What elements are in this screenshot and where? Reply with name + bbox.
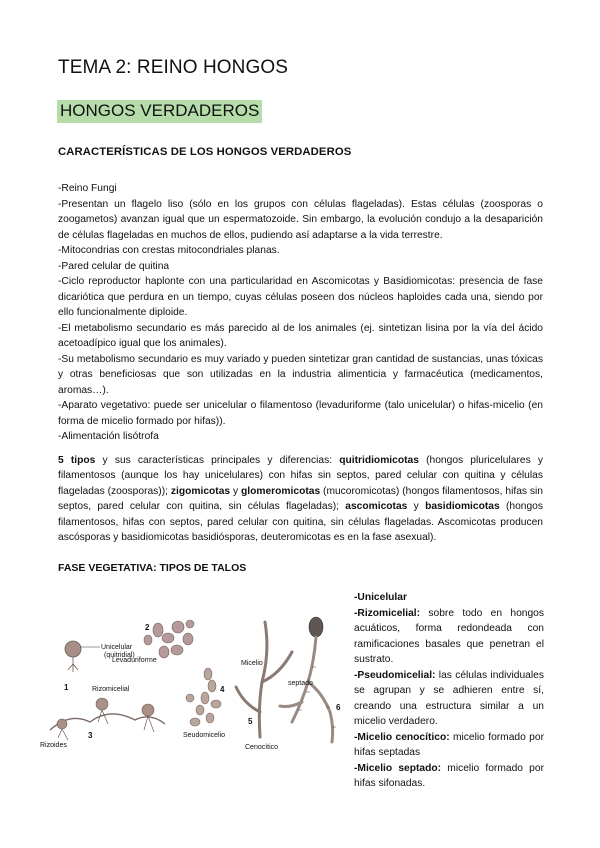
figure-number-5: 5 — [248, 717, 253, 726]
label-rizoides: Rizoides — [40, 742, 67, 749]
label-septado: septado — [288, 680, 313, 687]
group-glomeromicotas: glomeromicotas — [240, 485, 321, 497]
characteristic-line: -Pared celular de quitina — [58, 260, 170, 272]
characteristic-line: -Aparato vegetativo: puede ser unicelular o filamentoso (levaduriforme (talo unicelular) o hifas-micelio (en forma de micelio formado por hifas)). — [58, 400, 543, 427]
group-quitridiomicotas: quitridiomicotas — [339, 454, 419, 466]
characteristic-line: -Presentan un flagelo liso (sólo en los grupos con células flageladas). Estas células (zoosporas o zoogametos) avanzan igual que un espermatozoide. Sin embargo, la evolución condujo a la desaparición de células flageladas en muchos de ellos, pudiendo así adaptarse a la vida terrestre. — [58, 198, 543, 241]
thallus-type-item: -Micelio septado: micelio formado por hifas sifonadas. — [354, 762, 545, 789]
characteristic-line: -Mitocondrias con crestas mitocondriales planas. — [58, 245, 280, 256]
label-levaduriforme: Levaduriforme — [112, 657, 157, 664]
thallus-type-item: -Micelio cenocítico: micelio formado por hifas septadas — [354, 731, 544, 758]
characteristic-line: -Reino Fungi — [58, 183, 117, 194]
types-count: 5 tipos — [58, 454, 96, 466]
group-zigomicotas: zigomicotas — [170, 485, 231, 497]
thallus-types-list — [354, 590, 544, 792]
label-seudomicelio: Seudomicelio — [183, 732, 226, 739]
label-cenocitico: Cenocítico — [245, 744, 279, 751]
coenocytic-mycelium-drawing — [236, 622, 292, 737]
rhizomycelial-thallus-drawing — [50, 698, 165, 740]
characteristic-line: -El metabolismo secundario es más parecido al de los animales (ej. sintetizan lisina por la vía del ácido acetoadípico igual que los animales). — [58, 322, 543, 349]
figure-number-2: 2 — [145, 623, 150, 632]
figure-number-1: 1 — [64, 683, 69, 692]
characteristics-body — [58, 181, 543, 546]
types-paragraph: 5 tipos y sus características principales y diferencias: quitridiomicotas (hongos pluricelulares y filamentosos (aunque los hay unicelulares) con hifas sin septos, pared celular con quitina y células flageladas (zoosporas)); zigomicotas y glomeromicotas (mucoromicotas) (hongos filamentosos, hifas sin septos, pared celular con quitina, sin células flageladas); ascomicotas y basidiomicotas (hongos filamentosos, hifas con septos, pared celular con quitina, sin células flageladas. Ascomicotas producen ascósporas y basidiomicotas basidiósporas, deuteromicotas es en la fase asexual). — [58, 454, 544, 543]
characteristics-heading: CARACTERÍSTICAS DE LOS HONGOS VERDADEROS — [58, 146, 352, 158]
characteristic-line: -Su metabolismo secundario es muy variado y pueden sintetizar gran cantidad de sustancias, unas tóxicas y otras beneficiosas que son utilizadas en la industria alimenticia y farmacéutica (medicamentos, aromas…). — [58, 353, 543, 396]
label-unicelular: Unicelular — [101, 644, 133, 651]
thallus-type-item: -Pseudomicelial: las células individuales se agrupan y se adhieren entre sí, creando una estructura similar a un micelio verdadero. — [354, 669, 544, 727]
yeast-cells-drawing — [144, 620, 194, 658]
section-subtitle-highlighted: HONGOS VERDADEROS — [57, 100, 262, 123]
vegetative-phase-heading: FASE VEGETATIVA: TIPOS DE TALOS — [58, 562, 247, 574]
figure-number-4: 4 — [220, 685, 225, 694]
thallus-type-item: -Unicelular — [354, 592, 407, 603]
label-quitridial: (quitridial) — [104, 652, 135, 659]
unicellular-thallus-drawing — [65, 641, 81, 672]
page-title: TEMA 2: REINO HONGOS — [58, 57, 289, 78]
label-rizomicelial: Rizomicelial — [92, 686, 130, 693]
group-ascomicotas: ascomicotas — [345, 501, 408, 512]
group-basidiomicotas: basidiomicotas — [425, 501, 500, 512]
thallus-type-item: -Rizomicelial: sobre todo en hongos acuáticos, forma redondeada con ramificaciones basales que penetran el sustrato. — [354, 607, 544, 665]
fungal-thallus-illustration-icon — [40, 612, 345, 752]
figure-number-3: 3 — [88, 731, 93, 740]
pseudomycelium-drawing — [186, 668, 221, 726]
characteristic-line: -Alimentación lisótrofa — [58, 431, 159, 442]
characteristic-line: -Ciclo reproductor haplonte con una particularidad en Ascomicotas y Basidiomicotas: presencia de fase dicariótica que perdura en un tiempo, cuyas células poseen dos núcleos haploides cada una, siendo por ello funcionalmente diploide. — [58, 276, 543, 318]
label-micelio: Micelio — [241, 660, 263, 667]
figure-number-6: 6 — [336, 703, 341, 712]
